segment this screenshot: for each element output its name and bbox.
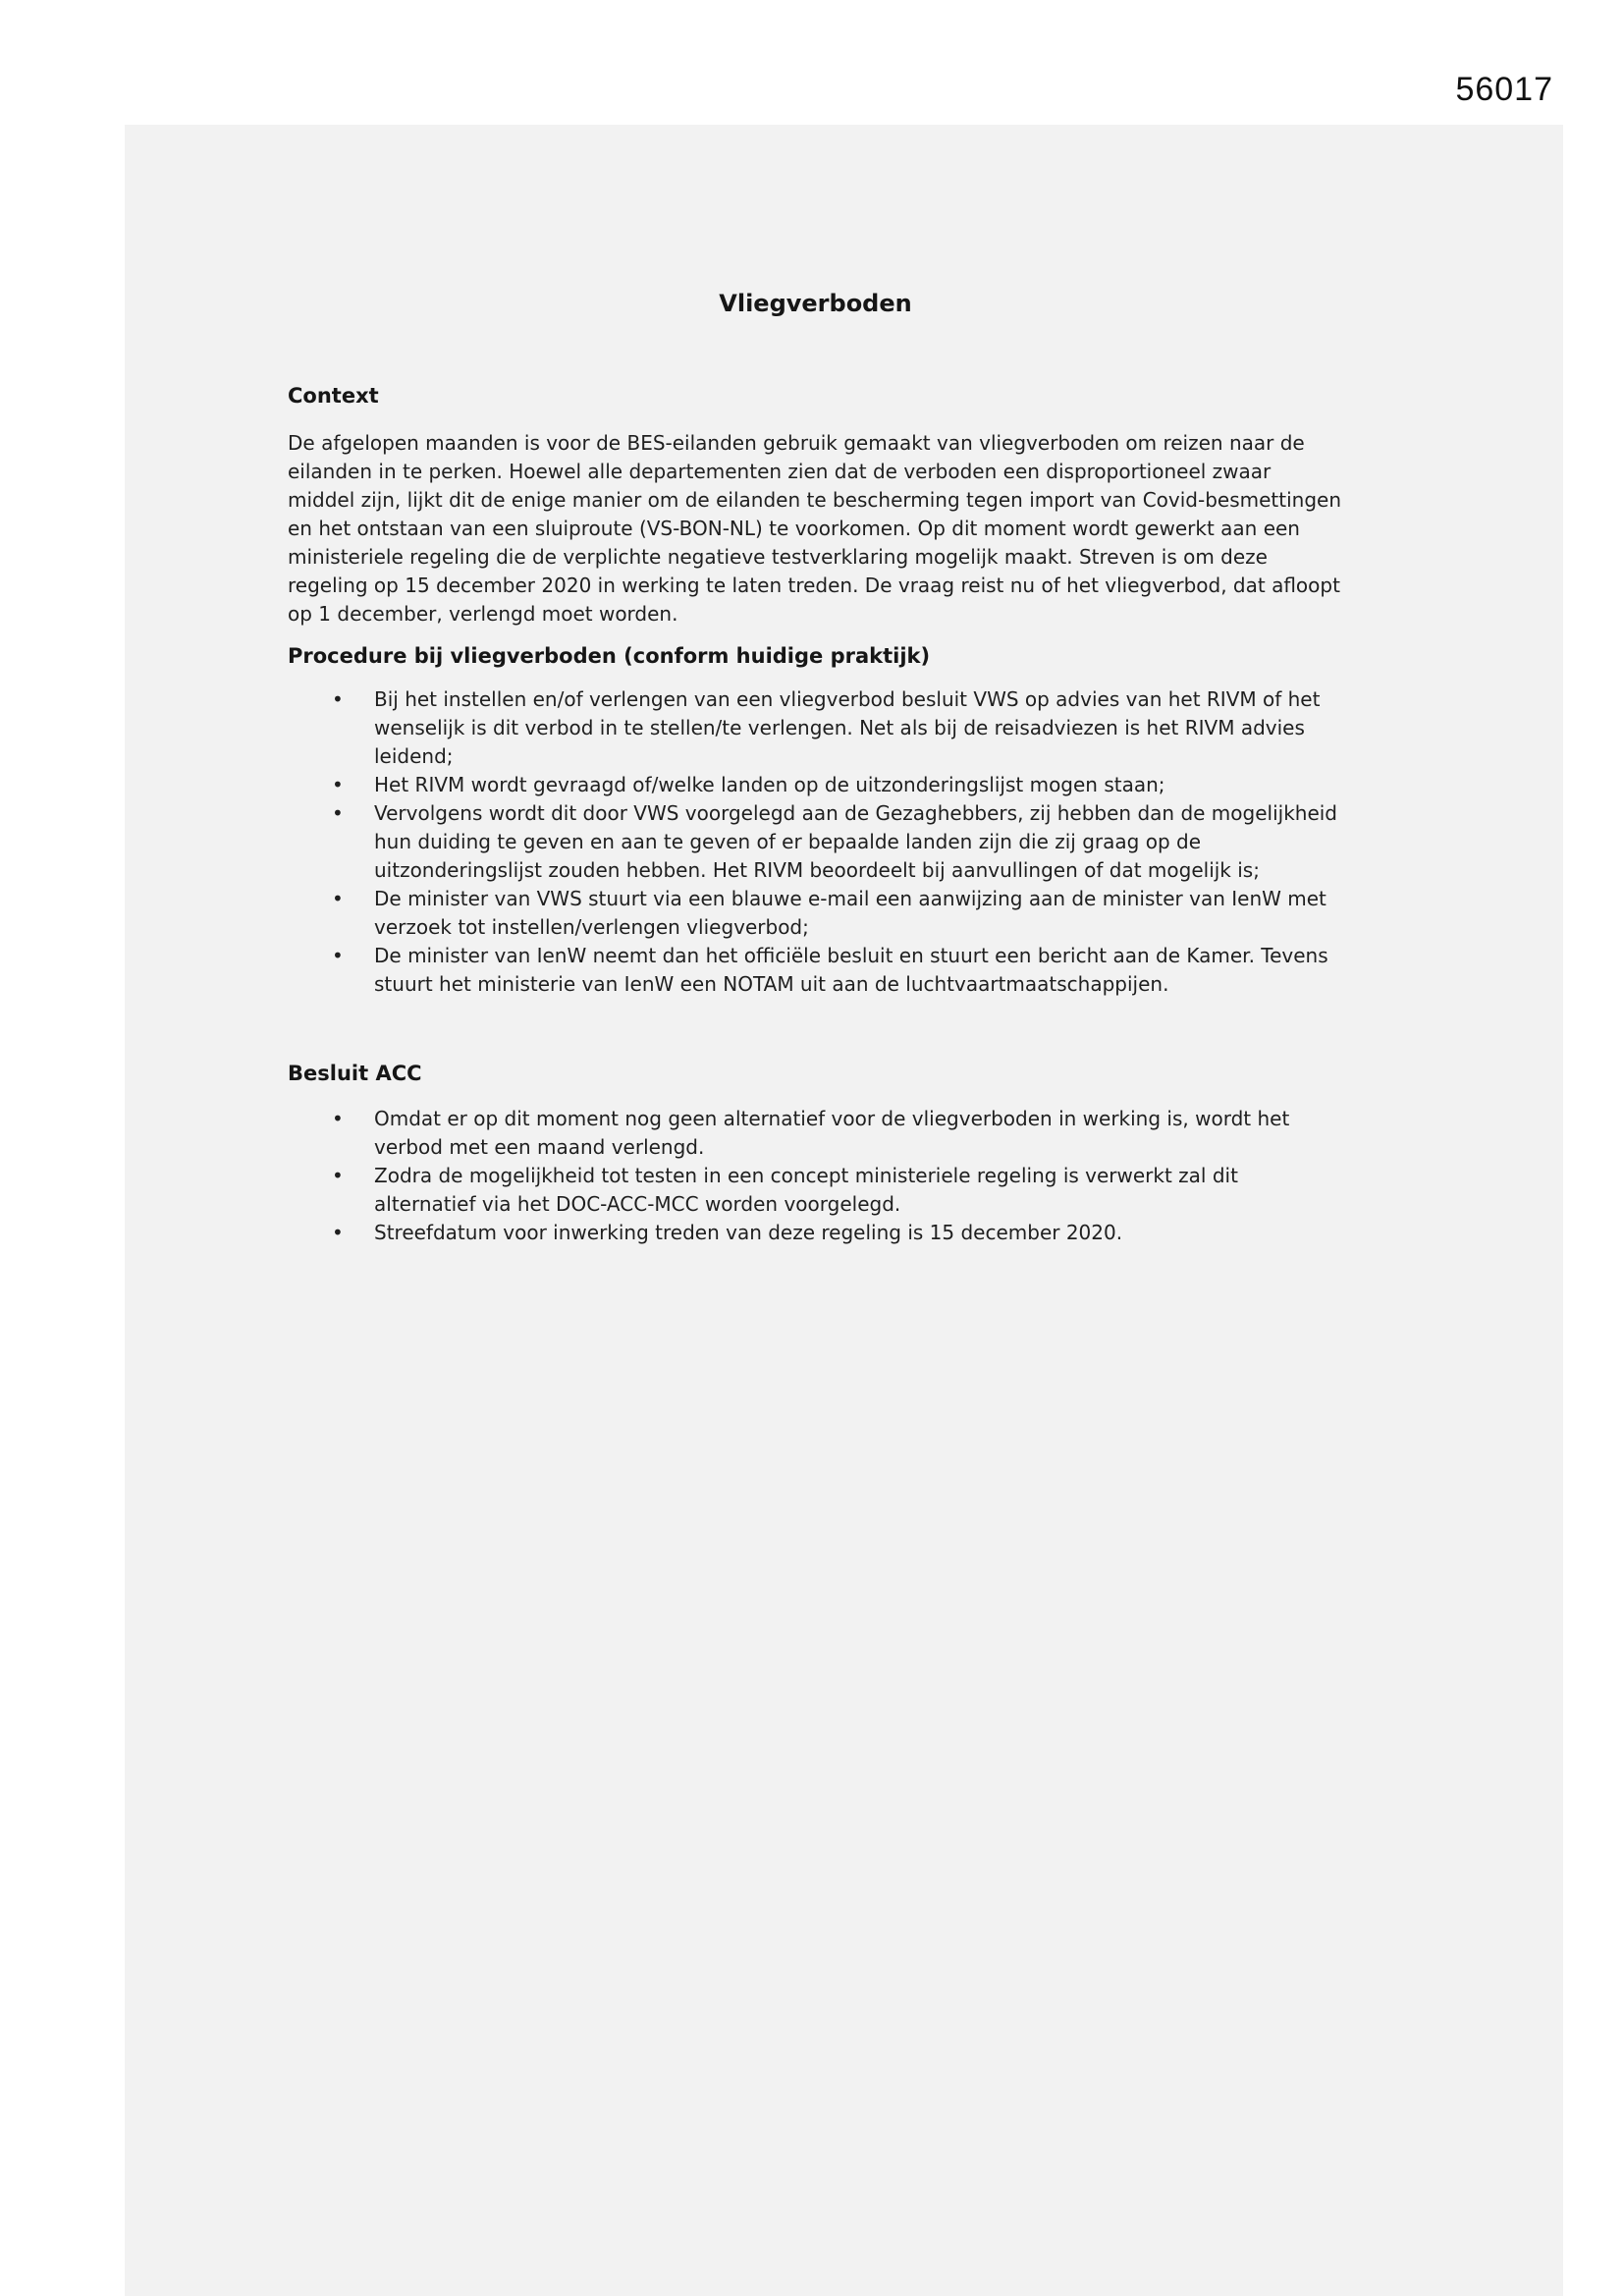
section-heading-context: Context	[288, 384, 379, 408]
list-item	[288, 942, 1343, 999]
procedure-bullet-list	[288, 685, 1343, 999]
context-paragraph: De afgelopen maanden is voor de BES-eilanden gebruik gemaakt van vliegverboden om reizen naar de eilanden in te perken. Hoewel alle departementen zien dat de verboden een disproportioneel zwaar middel zijn, lijkt dit de enige manier om de eilanden te bescherming tegen import van Covid-besmettingen en het ontstaan van een sluiproute (VS-BON-NL) te voorkomen. Op dit moment wordt gewerkt aan een ministeriele regeling die de verplichte negatieve testverklaring mogelijk maakt. Streven is om deze regeling op 15 december 2020 in werking te laten treden. De vraag reist nu of het vliegverbod, dat afloopt op 1 december, verlengd moet worden.	[288, 431, 1342, 626]
bullet-text: Omdat er op dit moment nog geen alternatief voor de vliegverboden in werking is, wordt het verbod met een maand verlengd.	[374, 1107, 1290, 1159]
document-content	[288, 290, 1343, 1247]
list-item	[288, 685, 1343, 771]
bullet-icon: •	[332, 1221, 344, 1244]
bullet-text: De minister van IenW neemt dan het officiële besluit en stuurt een bericht aan de Kamer. Tevens stuurt het ministerie van IenW een NOTAM uit aan de luchtvaartmaatschappijen.	[374, 944, 1328, 996]
section-heading-procedure: Procedure bij vliegverboden (conform huidige praktijk)	[288, 644, 931, 668]
list-item	[288, 1105, 1343, 1162]
list-item	[288, 885, 1343, 942]
bullet-icon: •	[332, 1107, 344, 1130]
bullet-icon: •	[332, 1164, 344, 1187]
bullet-icon: •	[332, 801, 344, 825]
bullet-text: Bij het instellen en/of verlengen van een vliegverbod besluit VWS op advies van het RIVM of het wenselijk is dit verbod in te stellen/te verlengen. Net als bij de reisadviezen is het RIVM advies leidend;	[374, 687, 1321, 768]
list-item	[288, 771, 1343, 799]
bullet-text: Streefdatum voor inwerking treden van deze regeling is 15 december 2020.	[374, 1221, 1123, 1244]
scanned-page-background	[125, 125, 1563, 2296]
page-number: 56017	[1455, 71, 1553, 108]
bullet-icon: •	[332, 887, 344, 910]
list-item	[288, 799, 1343, 885]
bullet-text: Zodra de mogelijkheid tot testen in een concept ministeriele regeling is verwerkt zal dit alternatief via het DOC-ACC-MCC worden voorgelegd.	[374, 1164, 1238, 1216]
bullet-text: De minister van VWS stuurt via een blauwe e-mail een aanwijzing aan de minister van IenW met verzoek tot instellen/verlengen vliegverbod;	[374, 887, 1326, 939]
besluit-bullet-list	[288, 1105, 1343, 1247]
bullet-text: Vervolgens wordt dit door VWS voorgelegd aan de Gezaghebbers, zij hebben dan de mogelijkheid hun duiding te geven en aan te geven of er bepaalde landen zijn die zij graag op de uitzonderingslijst zouden hebben. Het RIVM beoordeelt bij aanvullingen of dat mogelijk is;	[374, 801, 1338, 882]
bullet-icon: •	[332, 944, 344, 967]
document-title: Vliegverboden	[719, 290, 912, 317]
bullet-icon: •	[332, 687, 344, 711]
bullet-text: Het RIVM wordt gevraagd of/welke landen op de uitzonderingslijst mogen staan;	[374, 773, 1165, 796]
bullet-icon: •	[332, 773, 344, 796]
list-item	[288, 1219, 1343, 1247]
list-item	[288, 1162, 1343, 1219]
section-heading-besluit-acc: Besluit ACC	[288, 1062, 422, 1085]
